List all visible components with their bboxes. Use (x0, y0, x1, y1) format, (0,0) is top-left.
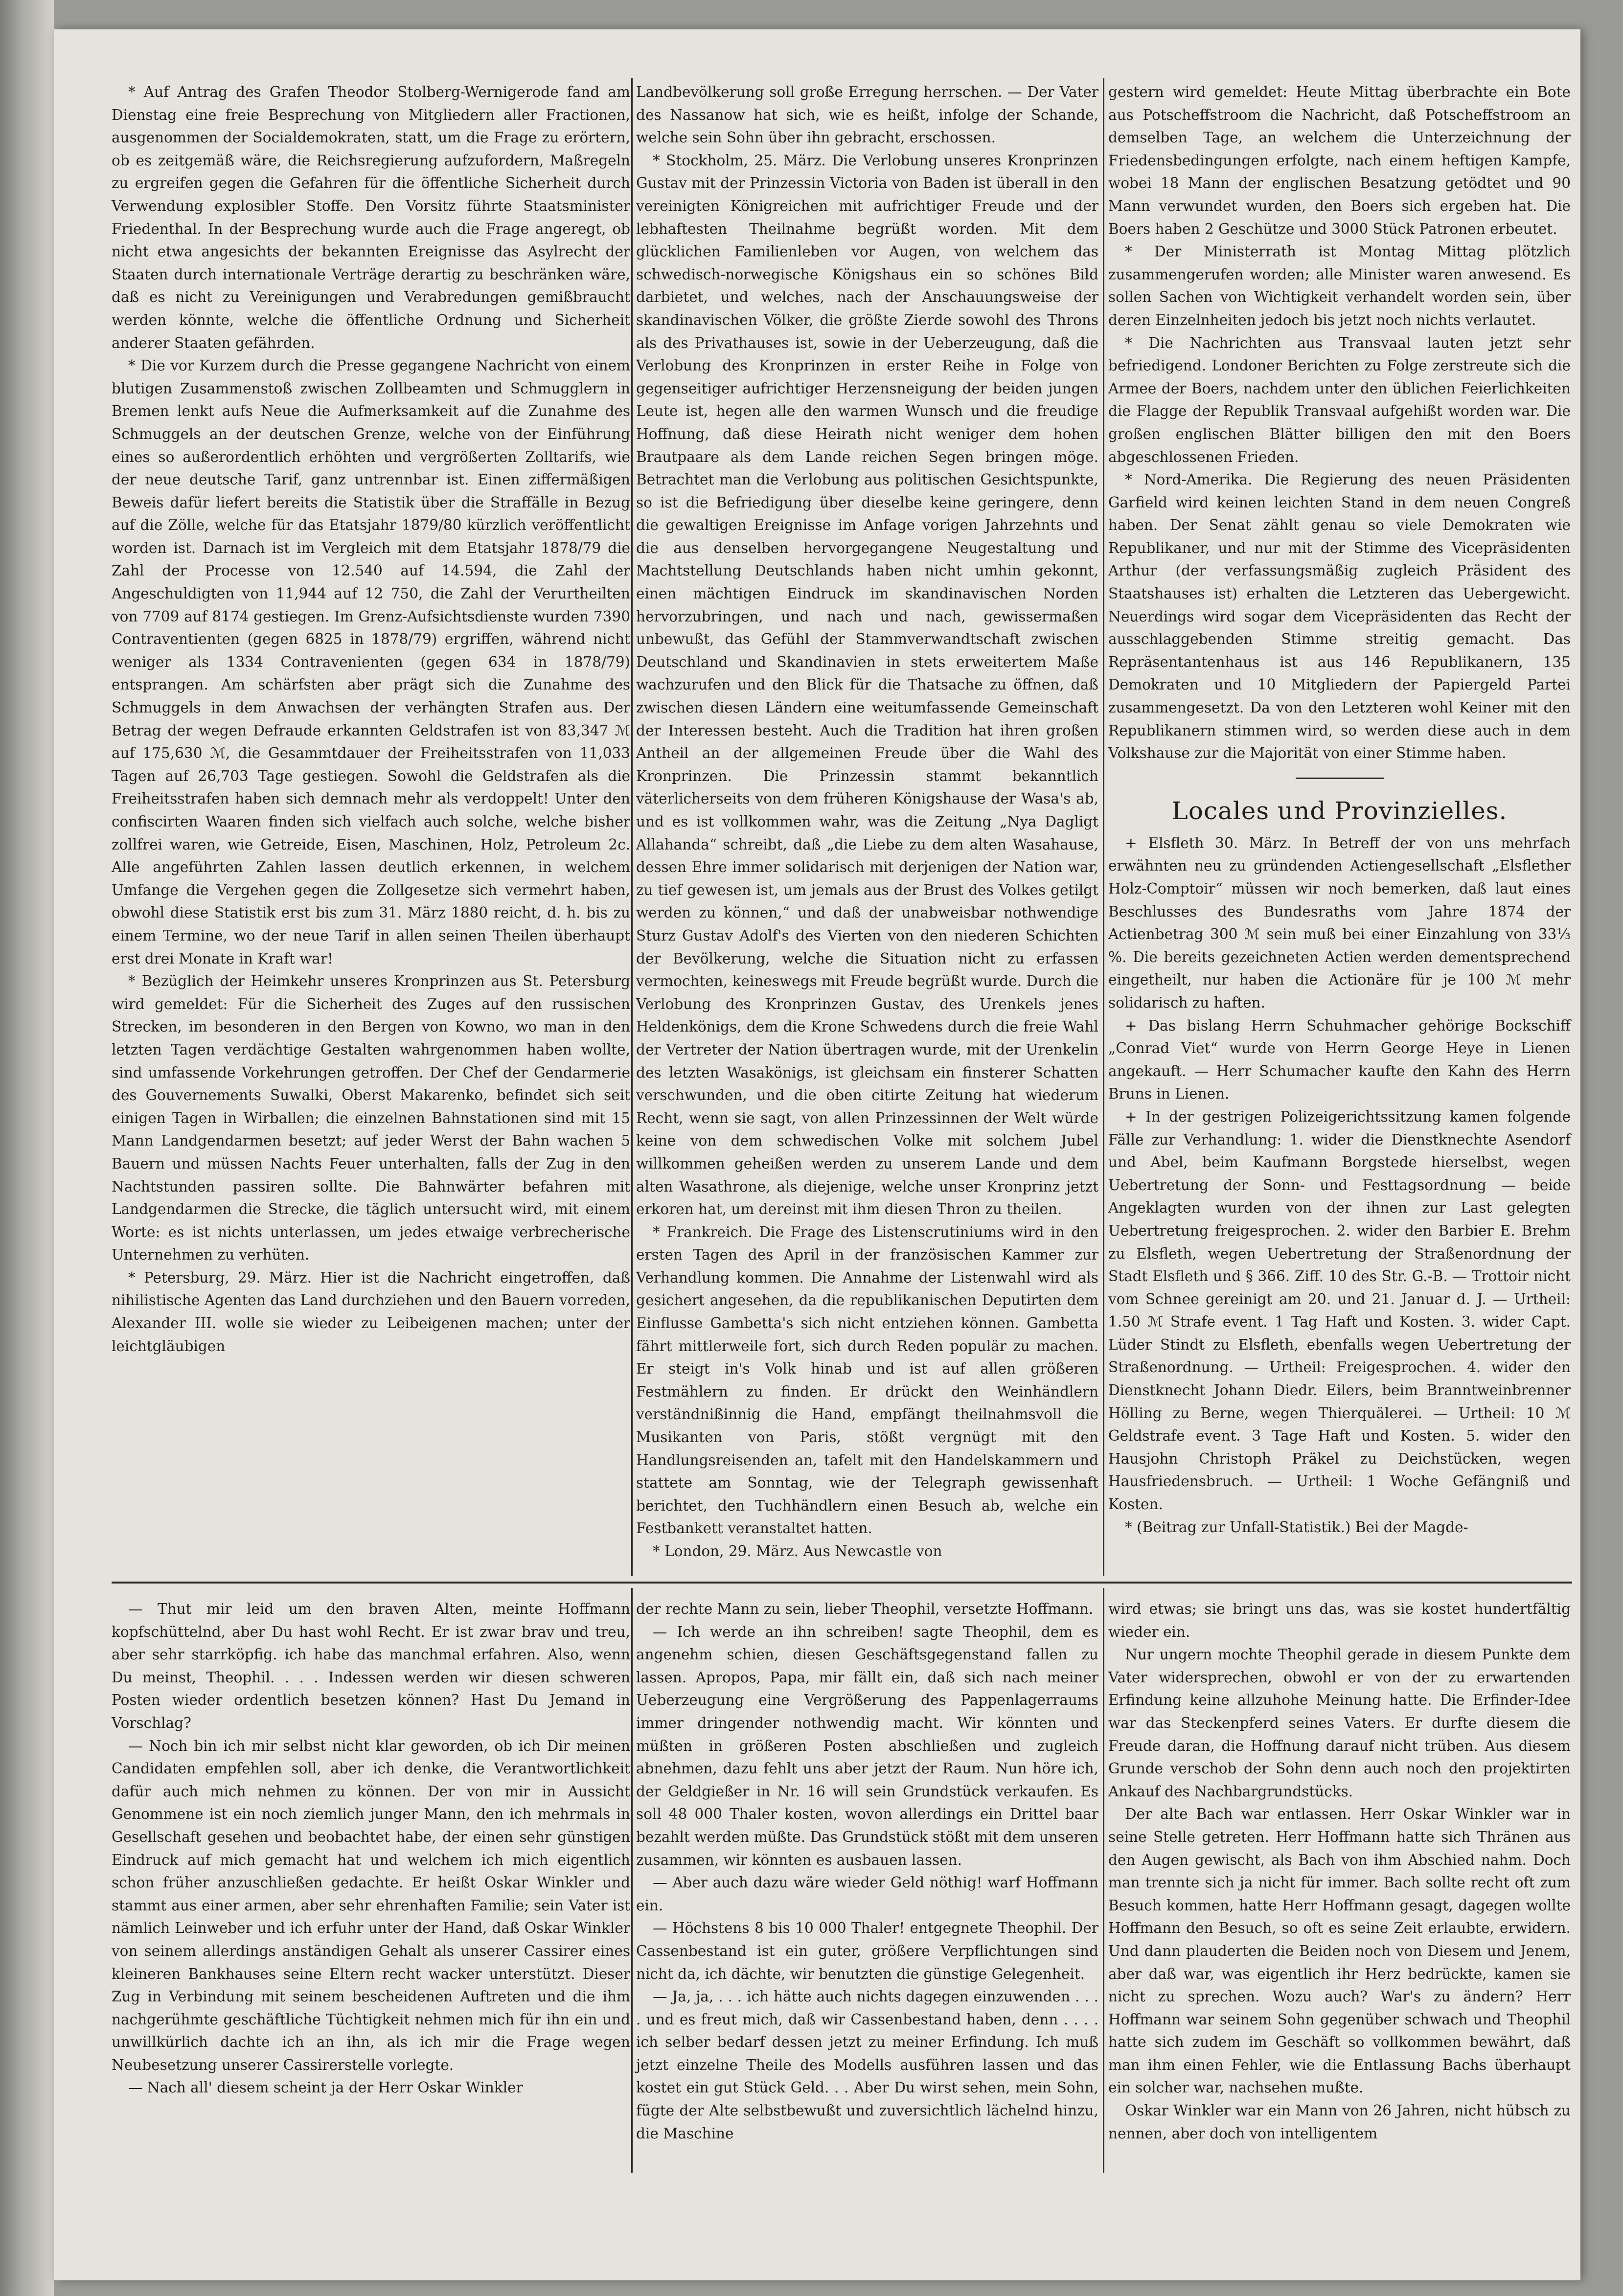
story-paragraph: — Noch bin ich mir selbst nicht klar geworden, ob ich Dir meinen Candidaten empfehlen soll, aber ich denke, die Verantwortlichkeit dafür auch mich nehmen zu können. Der von mir in Aussicht Genommene ist ein noch ziemlich junger Mann, den ich mehrmals in Gesellschaft gesehen und beobachtet habe, der einen sehr günstigen Eindruck auf mich gemacht hat und welchem ich mich eigentlich schon früher anzuschließen gedachte. Er heißt Oskar Winkler und stammt aus einer armen, aber sehr ehrenhaften Familie; sein Vater ist nämlich Leinweber und ich erfuhr unter der Hand, daß Oskar Winkler von seinem allerdings anständigen Gehalt als unserer Cassirer eines kleineren Bankhauses seine Eltern recht wacker unterstützt. Dieser Zug in Verbindung mit seinem bescheidenen Auftreten und die ihm nachgerühmte geschäftliche Tüchtigkeit nehmen mich für ihn ein und unwillkürlich dachte ich an ihn, als ich mir die Frage wegen Neubesetzung unserer Cassirerstelle vorlegte. (112, 1737, 630, 2073)
feuilleton-separator (112, 1582, 1572, 1584)
feuilleton-column-1 (112, 1598, 630, 2185)
story-paragraph: — Ja, ja, . . . ich hätte auch nichts dagegen einzuwenden . . . . und es freut mich, daß wir Cassenbestand haben, denn . . . . ich selber bedarf dessen jetzt zu meiner Erfindung. Ich muß jetzt einzelne Theile des Modells ausführen lassen und das kostet ein gut Stück Geld. . . Aber Du wirst sehen, mein Sohn, fügte der Alte selbstbewußt und zuversichtlich lächelnd hinzu, die Maschine (636, 1988, 1098, 2142)
article-nord-amerika: * Nord-Amerika. Die Regierung des neuen Präsidenten Garfield wird keinen leichten Stand in dem neuen Congreß haben. Der Senat zählt genau so viele Demokraten wie Republikaner, und nur mit der Stimme des Vicepräsidenten Arthur (der verfassungsmäßig zugleich Präsident des Staatshauses ist) erhalten die Letzteren das Uebergewicht. Neuerdings wird sogar dem Vicepräsidenten das Recht der ausschlaggebenden Stimme streitig gemacht. Das Repräsentantenhaus ist aus 146 Republikanern, 135 Demokraten und 10 Mitgliedern der Papiergeld Partei zusammengesetzt. Da von den Letzteren wohl Keiner mit den Republikanern stimmen wird, so werden diese auch in dem Volkshause zur die Majorität von einer Stimme haben. (1108, 471, 1571, 762)
news-column-3 (1108, 81, 1571, 1549)
story-paragraph: — Ich werde an ihn schreiben! sagte Theophil, dem es angenehm schien, diesen Geschäftsgegenstand fallen zu lassen. Apropos, Papa, mir fällt ein, daß sich nach meiner Ueberzeugung eine Vergrößerung des Pappenlagerraums immer dringender nothwendig macht. Wir könnten und müßten in größeren Posten abschließen und zugleich abnehmen, dazu fehlt uns aber jetzt der Raum. Nun höre ich, der Geldgießer in Nr. 16 will sein Grundstück verkaufen. Es soll 48 000 Thaler kosten, wovon allerdings ein Drittel baar bezahlt werden müßte. Das Grundstück stößt mit dem unseren zusammen, wir könnten es ausbauen lassen. (636, 1623, 1098, 1868)
column-divider-bottom-1 (631, 1588, 633, 2173)
story-paragraph: — Nach all' diesem scheint ja der Herr Oskar Winkler (128, 2079, 523, 2096)
section-divider (1296, 778, 1384, 779)
article-stolberg: * Auf Antrag des Grafen Theodor Stolberg-Wernigerode fand am Dienstag eine freie Besprechung von Mitgliedern aller Fractionen, ausgenommen der Socialdemokraten, statt, um die Frage zu erörtern, ob es zeitgemäß wäre, die Reichsregierung aufzufordern, Maßregeln zu ergreifen gegen die Gefahren für die öffentliche Sicherheit durch Verwendung explosibler Stoffe. Den Vorsitz führte Staatsminister Friedenthal. In der Besprechung wurde auch die Frage angeregt, ob nicht etwa angesichts der bekannten Ereignisse das Asylrecht der Staaten durch internationale Verträge derartig zu beschränken wäre, daß es nicht zu Vereinigungen und Verabredungen gemißbraucht werden könnte, welche die öffentliche Ordnung und Sicherheit anderer Staaten gefährden. (112, 84, 630, 351)
article-schmuggel: * Die vor Kurzem durch die Presse gegangene Nachricht von einem blutigen Zusammenstoß zwischen Zollbeamten und Schmugglern in Bremen lenkt aufs Neue die Aufmerksamkeit auf die Zunahme des Schmuggels an der deutschen Grenze, welche von der Einführung eines so außerordentlich erhöhten und vergrößerten Zolltarifs, wie der neue deutsche Tarif, ganz untrennbar ist. Einen ziffermäßigen Beweis dafür liefert bereits die Statistik über die Straffälle in Bezug auf die Zölle, welche für das Etatsjahr 1879/80 kürzlich veröffentlicht worden ist. Darnach ist im Vergleich mit dem Etatsjahr 1878/79 die Zahl der Processe von 12.540 auf 14.594, die Zahl der Angeschuldigten von 11,944 auf 12 750, die Zahl der Verurtheilten von 7709 auf 8174 gestiegen. Im Grenz-Aufsichtsdienste wurden 7390 Contraventienten (gegen 6825 in 1878/79) ergriffen, während nicht weniger als 1334 Contravenienten (gegen 634 in 1878/79) entsprangen. Am schärfsten aber prägt sich die Zunahme des Schmuggels in dem Anwachsen der verhängten Strafen aus. Der Betrag der wegen Defraude erkannten Geldstrafen ist von 83,347 ℳ auf 175,630 ℳ, die Gesammtdauer der Freiheitsstrafen von 11,033 Tagen auf 26,703 Tage gestiegen. Sowohl die Geldstrafen als die Freiheitsstrafen haben sich demnach mehr als verdoppelt! Unter den confiscirten Waaren finden sich vielfach auch solche, welche bisher zollfrei waren, wie Getreide, Eisen, Maschinen, Holz, Petroleum 2c. Alle angeführten Zahlen lassen deutlich erkennen, in welchem Umfange die Vergehen gegen die Zollgesetze sich vermehrt haben, obwohl diese Statistik erst bis zum 31. März 1880 reicht, d. h. bis zu einem Termine, wo der neue Tarif in allen seinen Theilen überhaupt erst drei Monate in Kraft war! (112, 357, 630, 967)
section-heading: Locales und Provinzielles. (1171, 796, 1508, 825)
story-paragraph: der rechte Mann zu sein, lieber Theophil, versetzte Hoffmann. (636, 1601, 1094, 1617)
column-divider-top-1 (631, 78, 633, 1576)
story-paragraph: — Aber auch dazu wäre wieder Geld nöthig! warf Hoffmann ein. (636, 1874, 1098, 1914)
story-paragraph: — Thut mir leid um den braven Alten, meinte Hoffmann kopfschüttelnd, aber Du hast wohl Recht. Er ist zwar brav und treu, aber sehr starrköpfig. ich habe das manchmal erfahren. Also, wenn Du meinst, Theophil. . . . Indessen werden wir diesen schweren Posten wieder ordentlich besetzen können? Hast Du Jemand in Vorschlag? (112, 1601, 630, 1731)
story-paragraph: Oskar Winkler war ein Mann von 26 Jahren, nicht hübsch zu nennen, aber doch von intelligentem (1108, 2102, 1571, 2142)
news-column-2 (636, 81, 1098, 1560)
article-ministerrath: * Der Ministerrath ist Montag Mittag plötzlich zusammengerufen worden; alle Minister waren anwesend. Es sollen Sachen von Wichtigkeit verhandelt worden sein, über deren Einzelnheiten jedoch bis jetzt noch nichts verlautet. (1108, 243, 1571, 328)
news-column-1 (112, 81, 630, 1549)
feuilleton-column-2 (636, 1598, 1098, 2185)
story-paragraph: wird etwas; sie bringt uns das, was sie kostet hundertfältig wieder ein. (1108, 1601, 1571, 1640)
article-petersburg: * Petersburg, 29. März. Hier ist die Nachricht eingetroffen, daß nihilistische Agenten das Land durchziehen und den Bauern vorreden, Alexander III. wolle sie wieder zu Leibeigenen machen; unter der leichtgläubigen (112, 1269, 630, 1355)
story-paragraph: Nur ungern mochte Theophil gerade in diesem Punkte dem Vater widersprechen, obwohl er von der zu erwartenden Erfindung keine allzuhohe Meinung hatte. Die Erfinder-Idee war das Steckenpferd seines Vaters. Er durfte diesem die Freude daran, die Hoffnung darauf nicht trüben. Aus diesem Grunde verschob der Sohn denn auch noch den projektirten Ankauf des Nachbargrundstücks. (1108, 1646, 1571, 1800)
article-london-cont: gestern wird gemeldet: Heute Mittag überbrachte ein Bote aus Potscheffstroom die Nachricht, daß Potscheffstroom an demselben Tage, an welchem die Unterzeichnung der Friedensbedingungen erfolgte, nach einem heftigen Kampfe, wobei 18 Mann der englischen Besatzung getödtet und 90 Mann verwundet wurden, den Boers sich ergeben hat. Die Boers haben 2 Geschütze und 3000 Stück Patronen erbeutet. (1108, 84, 1571, 237)
local-unfall-statistik: * (Beitrag zur Unfall-Statistik.) Bei der Magde- (1125, 1518, 1468, 1536)
local-polizeigericht: + In der gestrigen Polizeigerichtssitzung kamen folgende Fälle zur Verhandlung: 1. wider die Dienstknechte Asendorf und Abel, beim Kaufmann Borgstede hierselbst, wegen Uebertretung der Sonn- und Festtagsordnung — beide Angeklagten wurden von der ihnen zur Last gelegten Uebertretung freigesprochen. 2. wider den Barbier E. Brehm zu Elsfleth, wegen Uebertretung der Straßenordnung der Stadt Elsfleth und § 366. Ziff. 10 des Str. G.-B. — Trottoir nicht vom Schnee gereinigt am 20. und 21. Januar d. J. — Urtheil: 1.50 ℳ Strafe event. 1 Tag Haft und Kosten. 3. wider Capt. Lüder Stindt zu Elsfleth, ebenfalls wegen Uebertretung der Straßenordnung. — Urtheil: Freigesprochen. 4. wider den Dienstknecht Johann Diedr. Eilers, beim Branntweinbrenner Hölling zu Berne, wegen Thierquälerei. — Urtheil: 10 ℳ Geldstrafe event. 3 Tage Haft und Kosten. 5. wider den Hausjohn Christoph Präkel zu Deichstücken, wegen Hausfriedensbruch. — Urtheil: 1 Woche Gefängniß und Kosten. (1108, 1108, 1571, 1513)
column-divider-bottom-2 (1103, 1588, 1104, 2173)
article-transvaal: * Die Nachrichten aus Transvaal lauten jetzt sehr befriedigend. Londoner Berichten zu Folge zerstreute sich die Armee der Boers, nachdem unter den üblichen Feierlichkeiten die Flagge der Republik Transvaal aufgehißt worden war. Die großen englischen Blätter billigen den mit den Boers abgeschlossenen Frieden. (1108, 334, 1571, 465)
local-bockschiff: + Das bislang Herrn Schuhmacher gehörige Bockschiff „Conrad Viet“ wurde von Herrn George Heye in Lienen angekauft. — Herr Schumacher kaufte den Kahn des Herrn Bruns in Lienen. (1108, 1017, 1571, 1102)
story-paragraph: — Höchstens 8 bis 10 000 Thaler! entgegnete Theophil. Der Cassenbestand ist ein guter, größere Verpflichtungen sind nicht da, ich dächte, wir benutzten die günstige Gelegenheit. (636, 1920, 1098, 1982)
book-spine-shadow (0, 0, 54, 2296)
article-stockholm: * Stockholm, 25. März. Die Verlobung unseres Kronprinzen Gustav mit der Prinzessin Victoria von Baden ist überall in den vereinigten Königreichen mit aufrichtiger Freude und der lebhaftesten Theilnahme begrüßt worden. Mit dem glücklichen Familienleben vor Augen, von welchem das schwedisch-norwegische Königshaus ein so schönes Bild darbietet, und welches, nach der Anschauungsweise der skandinavischen Völker, die größte Zierde sowohl des Throns als des Privathauses ist, sowie in der Ueberzeugung, daß die Verlobung des Kronprinzen in erster Reihe in Folge von gegenseitiger aufrichtiger Herzensneigung der beiden jungen Leute ist, hegen alle den warmen Wunsch und die freudige Hoffnung, daß diese Heirath nicht weniger dem hohen Brautpaare als dem Lande reichen Segen bringen möge. Betrachtet man die Verlobung aus politischen Gesichtspunkte, so ist die Befriedigung über dieselbe keine geringere, denn die gewaltigen Ereignisse im Anfage vorigen Jahrzehnts und die aus denselben hervorgegangene Neugestaltung und Machtstellung Deutschlands haben nicht umhin gekonnt, einen mächtigen Eindruck im skandinavischen Norden hervorzubringen, und nach und nach, gewissermaßen unbewußt, das Gefühl der Stammverwandtschaft zwischen Deutschland und Skandinavien in stets erweitertem Maße wachzurufen und den Blick für die Thatsache zu öffnen, daß zwischen diesen Ländern eine weitumfassende Gemeinschaft der Interessen besteht. Auch die Tradition hat ihren großen Antheil an der allgemeinen Freude über die Wahl des Kronprinzen. Die Prinzessin stammt bekanntlich väterlicherseits von dem früheren Königshause der Wasa's ab, und es ist vollkommen wahr, was die Zeitung „Nya Dagligt Allahanda“ schreibt, daß „die Liebe zu dem alten Wasahause, dessen Ehre immer solidarisch mit derjenigen der Nation war, zu tief gewesen ist, um jemals aus der Brust des Volkes getilgt werden zu können,“ und daß der unabweisbar nothwendige Sturz Gustav Adolf's des Vierten von den niederen Schichten der Bevölkerung, welche die Situation nicht zu erfassen vermochten, keineswegs mit Freude begrüßt wurde. Durch die Verlobung des Kronprinzen Gustav, des Urenkels jenes Heldenkönigs, dem die Krone Schwedens durch die freie Wahl der Vertreter der Nation übertragen wurde, mit der Urenkelin des letzten Wasakönigs, ist gleichsam ein finsterer Schatten verschwunden, und die oben citirte Zeitung hat wiederum Recht, wenn sie sagt, von allen Prinzessinnen der Welt würde keine von dem schwedischen Volke mit solchem Jubel willkommen geheißen werden zu unserem Lande und dem alten Wasathrone, als diejenige, welche unser Kronprinz jetzt erkoren hat, um dereinst mit ihm diesen Thron zu theilen. (636, 152, 1098, 1218)
article-london: * London, 29. März. Aus Newcastle von (653, 1543, 942, 1560)
local-elsfleth: + Elsfleth 30. März. In Betreff der von uns mehrfach erwähnten neu zu gründenden Actiengesellschaft „Elsflether Holz-Comptoir“ müssen wir noch bemerken, daß laut eines Beschlusses des Bundesraths vom Jahre 1874 der Actienbetrag 300 ℳ sein muß bei einer Einzahlung von 33⅓ %. Die bereits gezeichneten Actien werden dementsprechend eingetheilt, nur haben die Actionäre für je 100 ℳ mehr solidarisch zu haften. (1108, 834, 1571, 1011)
feuilleton-column-3 (1108, 1598, 1571, 2185)
article-kronprinz-heimkehr: * Bezüglich der Heimkehr unseres Kronprinzen aus St. Petersburg wird gemeldet: Für die Sicherheit des Zuges auf den russischen Strecken, im besonderen in den Bergen von Kowno, wo man in den letzten Tagen verdächtige Gestalten wahrgenommen haben wollte, sind umfassende Vorkehrungen getroffen. Der Chef der Gendarmerie des Gouvernements Suwalki, Oberst Makarenko, befindet sich seit einigen Tagen in Wirballen; die einzelnen Bahnstationen sind mit 15 Mann Landgendarmen besetzt; auf jeder Werst der Bahn wachen 5 Bauern und müssen Nachts Feuer unterhalten, falls der Zug in den Nachtstunden passiren sollte. Die Bahnwärter befahren mit Landgendarmen die Strecke, die täglich untersucht wird, mit einem Worte: es ist nichts unterlassen, um jedes etwaige verbrecherische Unternehmen zu verhüten. (112, 973, 630, 1263)
article-frankreich: * Frankreich. Die Frage des Listenscrutiniums wird in den ersten Tagen des April in der französischen Kammer zur Verhandlung kommen. Die Annahme der Listenwahl wird als gesichert angesehen, da die republikanischen Deputirten dem Einflusse Gambetta's sich nicht entziehen können. Gambetta fährt mittlerweile fort, sich durch Reden populär zu machen. Er steigt in's Volk hinab und ist auf allen größeren Festmählern zu finden. Er drückt den Weinhändlern verständnißinnig die Hand, empfängt theilnahmsvoll die Musikanten von Paris, stößt vergnügt mit den Handlungsreisenden an, tafelt mit den Handelskammern und stattete am Sonntag, wie der Telegraph gewissenhaft berichtet, den Tuchhändlern einen Besuch ab, welche ein Festbankett veranstaltet hatten. (636, 1223, 1098, 1537)
column-divider-top-2 (1103, 78, 1104, 1576)
story-paragraph: Der alte Bach war entlassen. Herr Oskar Winkler war in seine Stelle getreten. Herr Hoffmann hatte sich Thränen aus den Augen gewischt, als Bach von ihm Abschied nahm. Doch man trennte sich ja nicht für immer. Bach sollte recht oft zum Besuch kommen, hatte Herr Hoffmann gesagt, dagegen wollte Hoffmann den Besuch, so oft es seine Zeit erlaubte, erwidern. Und dann plauderten die Beiden noch von Diesem und Jenem, aber daß war, was eigentlich ihr Herz bedrückte, kamen sie nicht zu sprechen. Wozu auch? War's zu ändern? Herr Hoffmann war seinem Sohn gegenüber schwach und Theophil hatte sich zudem im Geschäft so vollkommen bewährt, daß man ihm einen Fehler, wie die Entlassung Bachs überhaupt ein solcher war, nachsehen mußte. (1108, 1806, 1571, 2096)
article-petersburg-cont: Landbevölkerung soll große Erregung herrschen. — Der Vater des Nassanow hat sich, wie es heißt, infolge der Schande, welche sein Sohn über ihn gebracht, erschossen. (636, 84, 1098, 146)
